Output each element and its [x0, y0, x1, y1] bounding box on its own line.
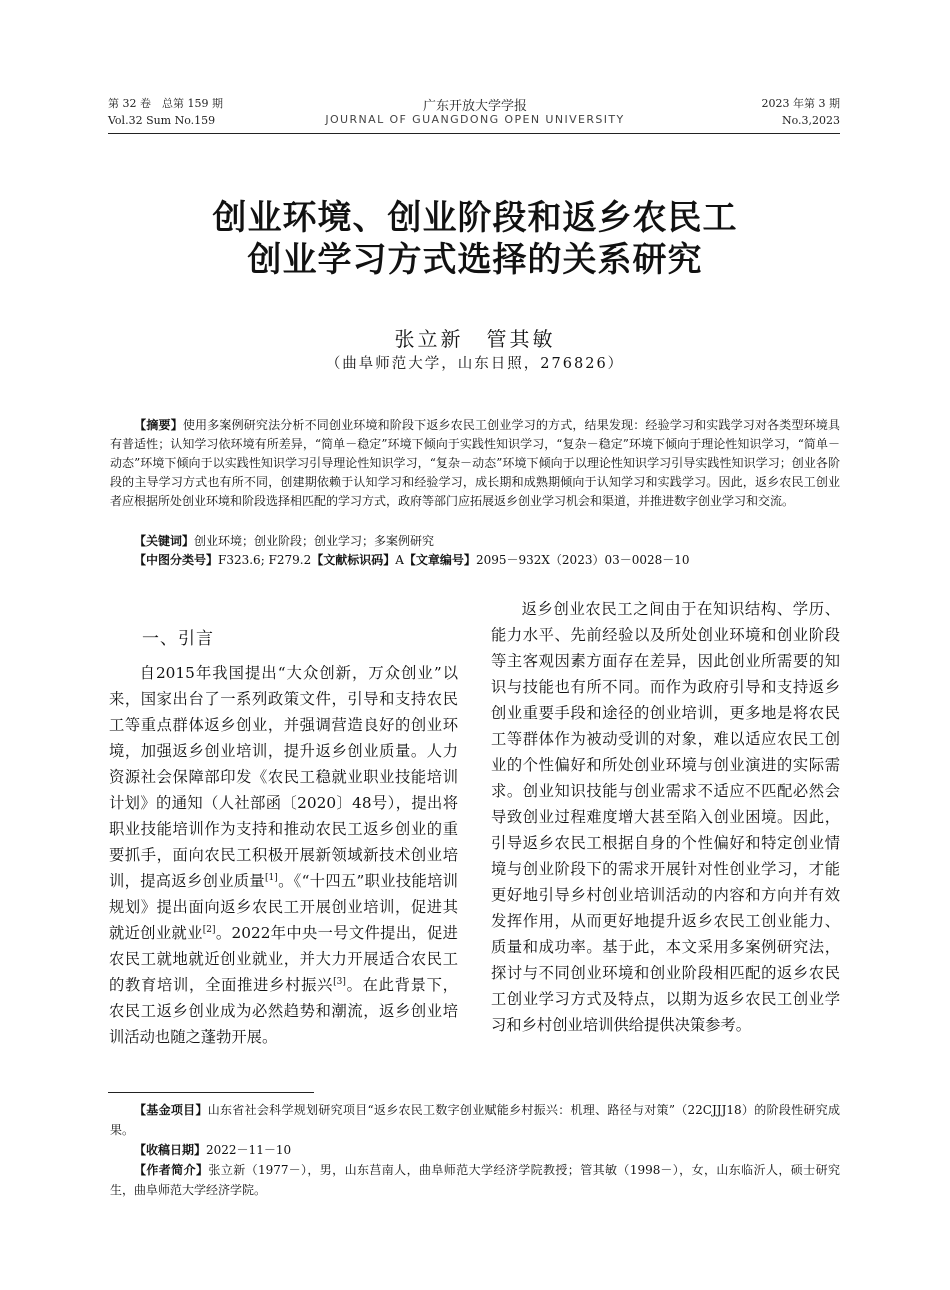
- keywords-label: 【关键词】: [134, 534, 195, 548]
- classification: [110, 551, 840, 570]
- clc-label: 【中图分类号】: [134, 553, 219, 567]
- citation-3: [3]: [333, 976, 346, 987]
- received-date-note: 【收稿日期】2022－11－10: [134, 1143, 292, 1157]
- body-column-left: [109, 660, 458, 1050]
- section-heading-introduction: 一、引言: [142, 629, 214, 649]
- author-bio-note: 【作者简介】张立新（1977－），男，山东莒南人，曲阜师范大学经济学院教授；管其敏（1998－），女，山东临沂人，硕士研究生，曲阜师范大学经济学院。: [110, 1163, 840, 1197]
- doc-code-label: 【文献标识码】: [311, 553, 396, 567]
- paper-title-line2: 创业学习方式选择的关系研究: [247, 240, 703, 280]
- issue-info-en: No.3,2023: [781, 114, 840, 127]
- footnote-rule: [108, 1092, 314, 1093]
- issue-info-cn: 2023 年第 3 期: [761, 97, 840, 110]
- intro-paragraph-1: 自2015年我国提出“大众创新，万众创业”以来，国家出台了一系列政策文件，引导和支持农民工等重点群体返乡创业，并强调营造良好的创业环境，加强返乡创业培训，提升返乡创业质量。人力资源社会保障部印发《农民工稳就业职业技能培训计划》的通知（人社部函〔2020〕48号），提出将职业技能培训作为支持和推动农民工返乡创业的重要抓手，面向农民工积极开展新领域新技术创业培训，提高返乡创业质量[1]。《“十四五”职业技能培训规划》提出面向返乡农民工开展创业培训，促进其就近创业就业[2]。2022年中央一号文件提出，促进农民工就地就近创业就业，并大力开展适合农民工的教育培训，全面推进乡村振兴[3]。在此背景下，农民工返乡创业成为必然趋势和潮流，返乡创业培训活动也随之蓬勃开展。: [109, 664, 458, 1046]
- abstract: [110, 416, 840, 511]
- citation-1: [1]: [265, 872, 278, 883]
- authors: 张立新 管其敏: [394, 327, 556, 351]
- journal-name-en: JOURNAL OF GUANGDONG OPEN UNIVERSITY: [325, 113, 625, 126]
- keywords-text: 创业环境；创业阶段；创业学习；多案例研究: [194, 534, 435, 548]
- fund-note: 【基金项目】山东省社会科学规划研究项目“返乡农民工数字创业赋能乡村振兴：机理、路径与对策”（22CJJJ18）的阶段性研究成果。: [110, 1103, 840, 1137]
- intro-paragraph-2: 返乡创业农民工之间由于在知识结构、学历、能力水平、先前经验以及所处创业环境和创业阶段等主客观因素方面存在差异，因此创业所需要的知识与技能也有所不同。而作为政府引导和支持返乡创业重要手段和途径的创业培训，更多地是将农民工等群体作为被动受训的对象，难以适应农民工创业的个性偏好和所处创业环境与创业演进的实际需求。创业知识技能与创业需求不适应不匹配必然会导致创业过程难度增大甚至陷入创业困境。因此，引导返乡农民工根据自身的个性偏好和特定创业情境与创业阶段下的需求开展针对性创业学习，才能更好地引导乡村创业培训活动的内容和方向并有效发挥作用，从而更好地提升返乡农民工创业能力、质量和成功率。基于此，本文采用多案例研究法，探讨与不同创业环境和创业阶段相匹配的返乡农民工创业学习方式及特点，以期为返乡农民工创业学习和乡村创业培训供给提供决策参考。: [491, 600, 840, 1034]
- keywords: [110, 532, 840, 551]
- paper-title-line1: 创业环境、创业阶段和返乡农民工: [212, 198, 738, 238]
- abstract-text: 使用多案例研究法分析不同创业环境和阶段下返乡农民工创业学习的方式，结果发现：经验学习和实践学习对各类型环境具有普适性；认知学习依环境有所差异，“简单－稳定”环境下倾向于实践性知识学习，“复杂－稳定”环境下倾向于理论性知识学习，“简单－动态”环境下倾向于以实践性知识学习引导理论性知识学习，“复杂－动态”环境下倾向于以理论性知识学习引导实践性知识学习；创业各阶段的主导学习方式也有所不同，创建期依赖于认知学习和经验学习，成长期和成熟期倾向于认知学习和实践学习。因此，返乡农民工创业者应根据所处创业环境和阶段选择相匹配的学习方式，政府等部门应拓展返乡创业学习机会和渠道，并推进数字创业学习和交流。: [110, 418, 840, 508]
- volume-info-en: Vol.32 Sum No.159: [108, 114, 216, 127]
- footnotes: [110, 1100, 840, 1200]
- article-number-label: 【文章编号】: [403, 553, 476, 567]
- volume-info-cn: 第 32 卷 总第 159 期: [108, 97, 223, 110]
- clc-value: F323.6; F279.2: [218, 553, 312, 567]
- doc-code-value: A: [395, 553, 404, 567]
- affiliation: （曲阜师范大学，山东日照，276826）: [325, 356, 625, 372]
- header-rule: [108, 133, 840, 134]
- body-column-right: [491, 596, 840, 1038]
- citation-2: [2]: [202, 924, 216, 935]
- abstract-label: 【摘要】: [134, 418, 183, 432]
- article-number-value: 2095－932X（2023）03－0028－10: [475, 553, 690, 567]
- journal-name-cn: 广东开放大学学报: [422, 99, 527, 114]
